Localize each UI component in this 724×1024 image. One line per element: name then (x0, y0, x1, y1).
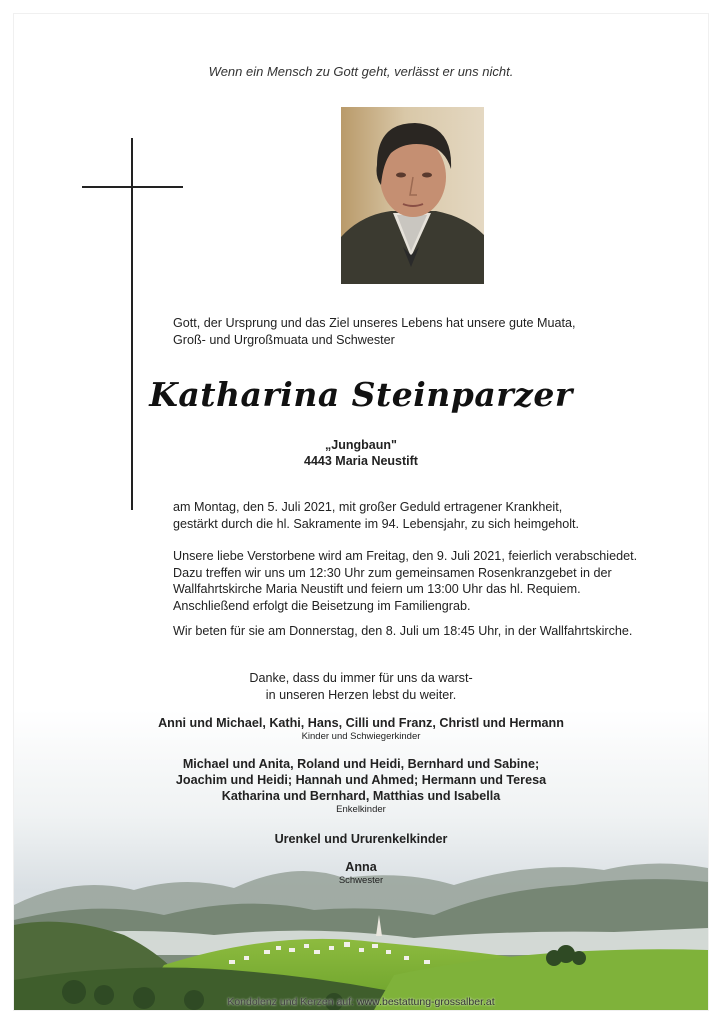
mourner-relation: Enkelkinder (336, 804, 386, 815)
mourner-names: Joachim und Heidi; Hannah und Ahmed; Hermann und Teresa (175, 773, 547, 787)
parte-page (14, 14, 708, 1010)
text-line: gestärkt durch die hl. Sakramente im 94. Lebensjahr, zu sich heimgeholt. (173, 516, 580, 531)
portrait-photo (341, 107, 484, 284)
mourner-group-grandchildren (54, 756, 668, 818)
prayer-paragraph: Wir beten für sie am Donnerstag, den 8. Juli um 18:45 Uhr, in der Wallfahrtskirche. (173, 624, 633, 638)
intro-text (173, 315, 673, 348)
cross-icon-bar (82, 186, 183, 188)
mourner-names: Katharina und Bernhard, Matthias und Isabella (221, 789, 501, 803)
mourner-relation: Schwester (338, 875, 384, 886)
intro-line: Groß- und Urgroßmuata und Schwester (173, 332, 395, 347)
deceased-name: Katharina Steinparzer (149, 375, 573, 414)
mourner-relation: Kinder und Schwiegerkinder (301, 731, 421, 742)
motto: Wenn ein Mensch zu Gott geht, verlässt er uns nicht. (208, 64, 514, 79)
condolence-link[interactable]: www.bestattung-grossalber.at (356, 996, 495, 1008)
deceased-place: 4443 Maria Neustift (304, 454, 418, 468)
mourner-names: Urenkel und Ururenkelkinder (274, 832, 448, 846)
mourner-names: Michael und Anita, Roland und Heidi, Bernhard und Sabine; (182, 757, 540, 771)
text-line: Dazu treffen wir uns um 12:30 Uhr zum gemeinsamen Rosenkranzgebet in der (173, 565, 612, 580)
footer-text: Kondolenz und Kerzen auf: (227, 996, 354, 1008)
mourner-names: Anna (345, 860, 377, 874)
intro-line: Gott, der Ursprung und das Ziel unseres Lebens hat unsere gute Muata, (173, 316, 576, 330)
verse-line: in unseren Herzen lebst du weiter. (265, 688, 457, 702)
verse-line: Danke, dass du immer für uns da warst- (249, 671, 473, 685)
mourner-names: Anni und Michael, Kathi, Hans, Cilli und Franz, Christl und Hermann (158, 716, 564, 730)
mourner-group-great-grandchildren (54, 831, 668, 847)
text-line: Wallfahrtskirche Maria Neustift und feiern um 13:00 Uhr das hl. Requiem. (173, 582, 581, 596)
condolence-footer (14, 996, 708, 1008)
mourner-group-sister (54, 859, 668, 889)
funeral-details-paragraph (173, 548, 683, 614)
deceased-nickname: „Jungbaun" (325, 438, 397, 452)
farewell-verse (54, 670, 668, 704)
death-notice-paragraph (173, 499, 683, 532)
text-line: Anschließend erfolgt die Beisetzung im Familiengrab. (173, 598, 471, 613)
text-line: Unsere liebe Verstorbene wird am Freitag, den 9. Juli 2021, feierlich verabschiedet. (173, 549, 638, 563)
text-line: am Montag, den 5. Juli 2021, mit großer Geduld ertragener Krankheit, (173, 500, 563, 514)
mourner-group-children (54, 715, 668, 745)
